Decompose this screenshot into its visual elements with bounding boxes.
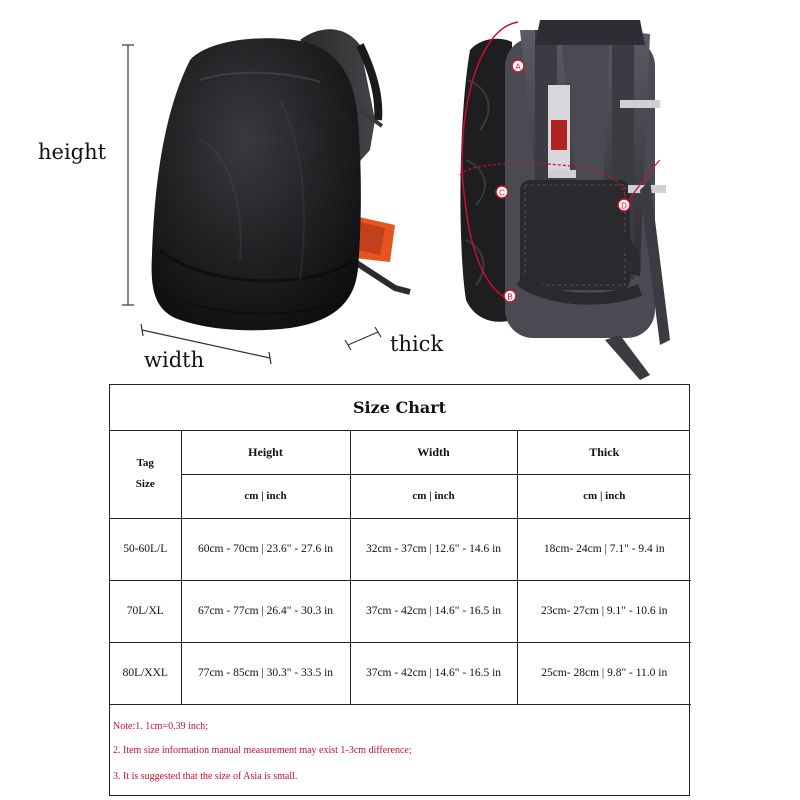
row-thick: 18cm- 24cm | 7.1" - 9.4 in: [517, 518, 691, 580]
svg-text:C: C: [499, 188, 505, 198]
tag-header-line2: Size: [135, 478, 155, 491]
unit-row: [110, 474, 691, 518]
header-row: [110, 431, 691, 474]
row-thick: 23cm- 27cm | 9.1" - 10.6 in: [517, 580, 691, 642]
row-height: 77cm - 85cm | 30.3" - 33.5 in: [181, 642, 350, 704]
row-thick: 25cm- 28cm | 9.8" - 11.0 in: [517, 642, 691, 704]
row-tag: 70L/XL: [110, 580, 181, 642]
row-height: 60cm - 70cm | 23.6" - 27.6 in: [181, 518, 350, 580]
row-height: 67cm - 77cm | 26.4" - 30.3 in: [181, 580, 350, 642]
height-dimension-arrow: [122, 45, 134, 305]
size-chart-title: Size Chart: [110, 385, 689, 431]
table-row: [110, 518, 691, 580]
height-unit: cm | inch: [181, 474, 350, 518]
backpack-rear-view-image: [460, 20, 670, 380]
svg-text:B: B: [507, 292, 513, 302]
backpack-cover-front-image: [152, 29, 410, 330]
tag-size-header: [110, 431, 181, 518]
row-tag: 50-60L/L: [110, 518, 181, 580]
note-1: Note:1. 1cm=0.39 inch;: [113, 721, 209, 732]
thick-dimension-arrow: [345, 327, 381, 350]
svg-text:A: A: [515, 62, 521, 72]
thick-unit: cm | inch: [517, 474, 691, 518]
thick-column-header: Thick: [517, 431, 691, 474]
size-table: [110, 431, 691, 705]
note-2: 2. Item size information manual measurement may exist 1-3cm difference;: [113, 745, 412, 756]
height-column-header: Height: [181, 431, 350, 474]
note-3: 3. It is suggested that the size of Asia is small.: [113, 771, 298, 782]
tag-header-line1: Tag: [136, 457, 154, 470]
row-width: 37cm - 42cm | 14.6" - 16.5 in: [350, 580, 517, 642]
row-tag: 80L/XXL: [110, 642, 181, 704]
measure-point-a: [512, 60, 524, 72]
measure-point-c: [496, 186, 508, 198]
table-row: [110, 642, 691, 704]
size-chart: [109, 384, 690, 796]
notes-section: [110, 705, 689, 797]
height-label: height: [38, 140, 107, 164]
thick-label: thick: [390, 332, 444, 356]
measure-point-d: [618, 199, 630, 211]
table-row: [110, 580, 691, 642]
row-width: 37cm - 42cm | 14.6" - 16.5 in: [350, 642, 517, 704]
measure-point-b: [504, 290, 516, 302]
width-unit: cm | inch: [350, 474, 517, 518]
product-photos: [0, 0, 800, 385]
row-width: 32cm - 37cm | 12.6" - 14.6 in: [350, 518, 517, 580]
width-label: width: [144, 348, 205, 372]
svg-text:D: D: [621, 201, 627, 211]
width-column-header: Width: [350, 431, 517, 474]
